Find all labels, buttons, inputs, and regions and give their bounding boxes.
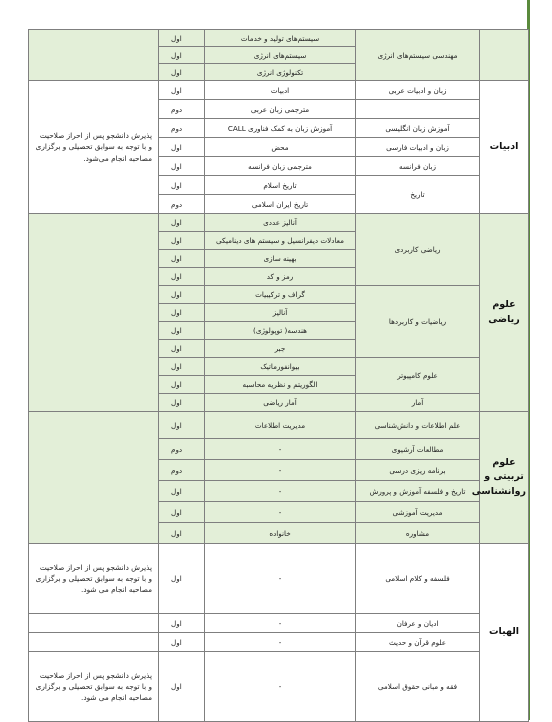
admission-note-cell: پذیرش دانشجو پس از احراز صلاحیت و با توجه به سوابق تحصیلی و برگزاری مصاحبه انجام می شود.: [29, 652, 159, 722]
credit-cell: اول: [159, 340, 205, 358]
credit-cell: اول: [159, 652, 205, 722]
field-cell: ادیان و عرفان: [356, 614, 480, 633]
field-cell: مدیریت آموزشی: [356, 502, 480, 523]
faculty-cell: [480, 30, 529, 81]
subfield-cell: بهینه سازی: [205, 250, 356, 268]
credit-cell: اول: [159, 322, 205, 340]
credit-cell: اول: [159, 47, 205, 64]
field-cell: آمار: [356, 394, 480, 412]
table-row: [29, 412, 529, 439]
field-cell: زبان و ادبیات عربی: [356, 81, 480, 100]
faculty-cell: الهیات: [480, 544, 529, 722]
field-cell: فلسفه و کلام اسلامی: [356, 544, 480, 614]
table-row: [29, 81, 529, 100]
subfield-cell: جبر: [205, 340, 356, 358]
admission-note-cell: [29, 30, 159, 81]
field-cell: مطالعات آرشیوی: [356, 439, 480, 460]
field-cell: علوم قرآن و حدیث: [356, 633, 480, 652]
credit-cell: اول: [159, 138, 205, 157]
table-row: [29, 614, 529, 633]
subfield-cell: گراف و ترکیبیات: [205, 286, 356, 304]
admission-note-cell: [29, 633, 159, 652]
admission-note-cell: [29, 214, 159, 412]
admission-note-cell: [29, 614, 159, 633]
credit-cell: دوم: [159, 460, 205, 481]
field-cell: برنامه ریزی درسی: [356, 460, 480, 481]
subfield-cell: -: [205, 439, 356, 460]
field-cell: مهندسی سیستم‌های انرژی: [356, 30, 480, 81]
subfield-cell: سیستم‌های انرژی: [205, 47, 356, 64]
subfield-cell: -: [205, 481, 356, 502]
credit-cell: اول: [159, 614, 205, 633]
admission-note-cell: پذیرش دانشجو پس از احراز صلاحیت و با توجه به سوابق تحصیلی و برگزاری مصاحبه انجام می شود.: [29, 544, 159, 614]
table-row: [29, 633, 529, 652]
field-cell: علم اطلاعات و دانش‌شناسی: [356, 412, 480, 439]
credit-cell: دوم: [159, 119, 205, 138]
subfield-cell: تاریخ ایران اسلامی: [205, 195, 356, 214]
subfield-cell: -: [205, 544, 356, 614]
credit-cell: اول: [159, 268, 205, 286]
field-cell: زبان و ادبیات فارسی: [356, 138, 480, 157]
table-row: [29, 544, 529, 614]
credit-cell: اول: [159, 176, 205, 195]
field-cell: آموزش زبان انگلیسی: [356, 119, 480, 138]
credit-cell: اول: [159, 64, 205, 81]
credit-cell: دوم: [159, 195, 205, 214]
field-cell: تاریخ: [356, 176, 480, 214]
subfield-cell: آمار ریاضی: [205, 394, 356, 412]
credit-cell: اول: [159, 250, 205, 268]
subfield-cell: خانواده: [205, 523, 356, 544]
field-cell: زبان فرانسه: [356, 157, 480, 176]
credit-cell: اول: [159, 633, 205, 652]
subfield-cell: سیستم‌های تولید و خدمات: [205, 30, 356, 47]
credit-cell: اول: [159, 544, 205, 614]
subfield-cell: آموزش زبان به کمک فناوری CALL: [205, 119, 356, 138]
subfield-cell: -: [205, 460, 356, 481]
subfield-cell: الگوریتم و نظریه محاسبه: [205, 376, 356, 394]
credit-cell: اول: [159, 286, 205, 304]
faculty-cell: علوم تربیتی و روانشناسی: [480, 412, 529, 544]
credit-cell: دوم: [159, 100, 205, 119]
credit-cell: اول: [159, 214, 205, 232]
table-row: [29, 30, 529, 47]
credit-cell: اول: [159, 81, 205, 100]
subfield-cell: آنالیز عددی: [205, 214, 356, 232]
subfield-cell: مترجمی زبان عربی: [205, 100, 356, 119]
programs-table: [28, 29, 529, 722]
field-cell: ریاضیات و کاربردها: [356, 286, 480, 358]
subfield-cell: محض: [205, 138, 356, 157]
subfield-cell: مترجمی زبان فرانسه: [205, 157, 356, 176]
subfield-cell: معادلات دیفرانسیل و سیستم های دینامیکی: [205, 232, 356, 250]
admission-note-cell: پذیرش دانشجو پس از احراز صلاحیت و با توجه به سوابق تحصیلی و برگزاری مصاحبه انجام می‌شود.: [29, 81, 159, 214]
subfield-cell: مدیریت اطلاعات: [205, 412, 356, 439]
credit-cell: اول: [159, 157, 205, 176]
subfield-cell: -: [205, 502, 356, 523]
subfield-cell: -: [205, 652, 356, 722]
subfield-cell: تکنولوژی انرژی: [205, 64, 356, 81]
subfield-cell: بیوانفورماتیک: [205, 358, 356, 376]
credit-cell: اول: [159, 412, 205, 439]
field-cell: [356, 100, 480, 119]
credit-cell: اول: [159, 502, 205, 523]
admission-note-cell: [29, 412, 159, 544]
subfield-cell: تاریخ اسلام: [205, 176, 356, 195]
subfield-cell: آنالیز: [205, 304, 356, 322]
credit-cell: اول: [159, 481, 205, 502]
credit-cell: اول: [159, 394, 205, 412]
field-cell: فقه و مبانی حقوق اسلامی: [356, 652, 480, 722]
credit-cell: اول: [159, 232, 205, 250]
table-row: [29, 214, 529, 232]
credit-cell: اول: [159, 358, 205, 376]
field-cell: ریاضی کاربردی: [356, 214, 480, 286]
subfield-cell: هندسه( توپولوژی): [205, 322, 356, 340]
programs-table-body: [29, 30, 529, 722]
subfield-cell: -: [205, 633, 356, 652]
field-cell: مشاوره: [356, 523, 480, 544]
credit-cell: دوم: [159, 439, 205, 460]
subfield-cell: -: [205, 614, 356, 633]
subfield-cell: ادبیات: [205, 81, 356, 100]
credit-cell: اول: [159, 304, 205, 322]
field-cell: علوم کامپیوتر: [356, 358, 480, 394]
credit-cell: اول: [159, 523, 205, 544]
faculty-cell: ادبیات: [480, 81, 529, 214]
credit-cell: اول: [159, 376, 205, 394]
faculty-cell: علوم ریاضی: [480, 214, 529, 412]
subfield-cell: رمز و کد: [205, 268, 356, 286]
credit-cell: اول: [159, 30, 205, 47]
field-cell: تاریخ و فلسفه آموزش و پرورش: [356, 481, 480, 502]
table-row: [29, 652, 529, 722]
